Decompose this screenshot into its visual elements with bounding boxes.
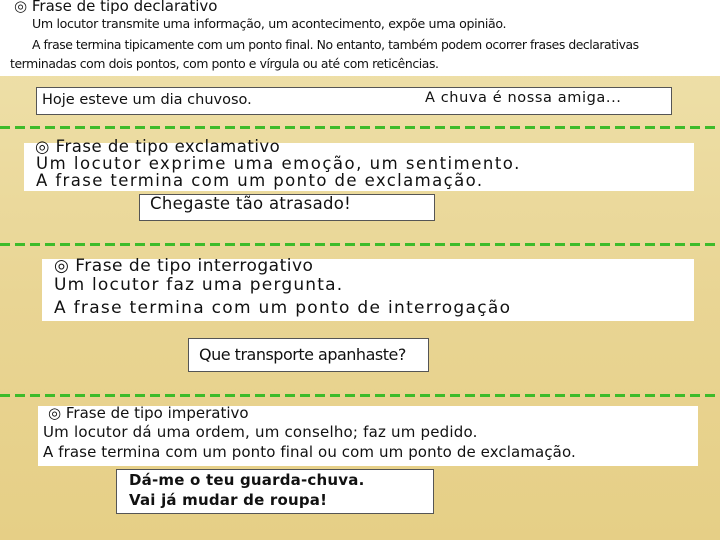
interrogative-title-text: Frase de tipo interrogativo xyxy=(75,256,314,276)
imperative-example-1: Dá-me o teu guarda-chuva. xyxy=(129,471,365,489)
separator-line-1 xyxy=(0,126,720,129)
interrogative-example: Que transporte apanhaste? xyxy=(199,345,406,364)
imperative-line-2: A frase termina com um ponto final ou com um ponto de exclamação. xyxy=(43,443,576,461)
imperative-section xyxy=(38,406,698,466)
separator-line-3 xyxy=(0,394,720,397)
exclamative-example-box xyxy=(139,194,435,221)
bullet-icon: ◎ xyxy=(48,404,62,422)
exclamative-example: Chegaste tão atrasado! xyxy=(150,194,352,213)
imperative-title xyxy=(48,404,249,422)
declarative-title-text: Frase de tipo declarativo xyxy=(31,0,218,15)
separator-line-2 xyxy=(0,243,720,246)
declarative-section xyxy=(0,0,720,76)
interrogative-line-1: Um locutor faz uma pergunta. xyxy=(54,275,344,295)
interrogative-title xyxy=(54,256,313,276)
bullet-icon: ◎ xyxy=(35,137,50,156)
declarative-example-2: A chuva é nossa amiga... xyxy=(425,90,622,106)
declarative-line-2: A frase termina tipicamente com um ponto final. No entanto, também podem ocorrer frases declarativas xyxy=(32,37,639,52)
interrogative-line-2: A frase termina com um ponto de interrogação xyxy=(54,298,512,318)
declarative-line-1: Um locutor transmite uma informação, um acontecimento, expõe uma opinião. xyxy=(32,16,507,31)
bullet-icon: ◎ xyxy=(54,256,70,276)
bullet-icon: ◎ xyxy=(14,0,28,15)
declarative-title xyxy=(14,0,217,15)
interrogative-section xyxy=(42,256,694,321)
imperative-title-text: Frase de tipo imperativo xyxy=(65,404,249,422)
imperative-example-2: Vai já mudar de roupa! xyxy=(129,491,328,509)
imperative-example-box xyxy=(116,469,434,514)
imperative-line-1: Um locutor dá uma ordem, um conselho; faz um pedido. xyxy=(43,423,478,441)
exclamative-title-text: Frase de tipo exclamativo xyxy=(55,137,281,156)
declarative-line-3: terminadas com dois pontos, com ponto e vírgula ou até com reticências. xyxy=(10,56,439,71)
declarative-example-box xyxy=(36,87,672,115)
exclamative-line-2: A frase termina com um ponto de exclamação. xyxy=(36,171,484,190)
exclamative-section xyxy=(24,137,694,191)
exclamative-line-1: Um locutor exprime uma emoção, um sentimento. xyxy=(36,154,521,173)
interrogative-example-box xyxy=(188,338,429,372)
declarative-example-1: Hoje esteve um dia chuvoso. xyxy=(42,92,252,108)
